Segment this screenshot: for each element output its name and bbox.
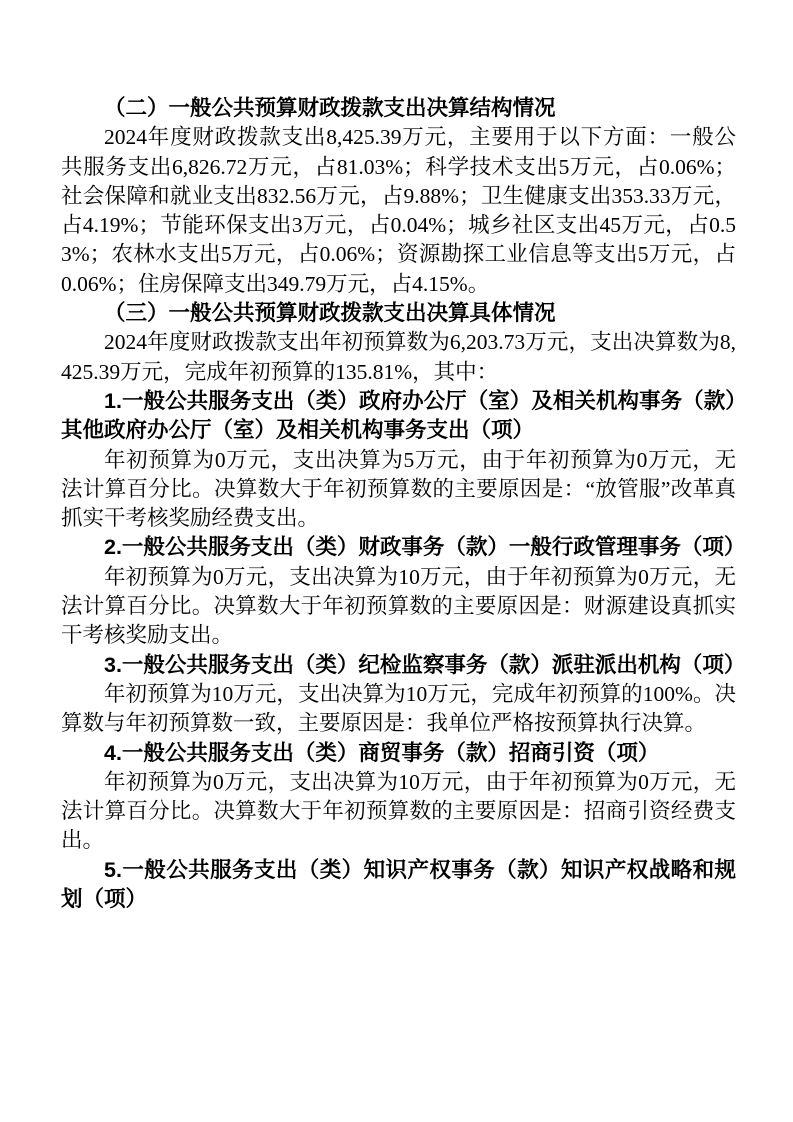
section-heading-3: （三）一般公共预算财政拨款支出决算具体情况 — [104, 301, 556, 326]
item-paragraph-2: 年初预算为0万元，支出决算为10万元，由于年初预算为0万元，无法计算百分比。决算数大于年初预算数的主要原因是：财源建设真抓实干考核奖励支出。 — [61, 564, 736, 648]
budget-summary-paragraph: 2024年度财政拨款支出年初预算数为6,203.73万元，支出决算数为8,425.39万元，完成年初预算的135.81%，其中： — [61, 330, 736, 384]
item-heading-1: 1.一般公共服务支出（类）政府办公厅（室）及相关机构事务（款）其他政府办公厅（室）及相关机构事务支出（项） — [61, 388, 736, 443]
expenditure-structure-paragraph: 2024年度财政拨款支出8,425.39万元，主要用于以下方面：一般公共服务支出6,826.72万元，占81.03%；科学技术支出5万元，占0.06%；社会保障和就业支出832.56万元，占9.88%；卫生健康支出353.33万元，占4.19%；节能环保支出3万元，占0.04%；城乡社区支出45万元，占0.53%；农林水支出5万元，占0.06%；资源勘探工业信息等支出5万元，占0.06%；住房保障支出349.79万元，占4.15%。 — [61, 125, 736, 296]
item-heading-4: 4.一般公共服务支出（类）商贸事务（款）招商引资（项） — [104, 740, 660, 765]
item-paragraph-4: 年初预算为0万元，支出决算为10万元，由于年初预算为0万元，无法计算百分比。决算数大于年初预算数的主要原因是：招商引资经费支出。 — [61, 769, 736, 853]
item-heading-5: 5.一般公共服务支出（类）知识产权事务（款）知识产权战略和规划（项） — [61, 857, 736, 912]
item-heading-2: 2.一般公共服务支出（类）财政事务（款）一般行政管理事务（项） — [104, 535, 746, 560]
item-paragraph-3: 年初预算为10万元，支出决算为10万元，完成年初预算的100%。决算数与年初预算数一致，主要原因是：我单位严格按预算执行决算。 — [61, 681, 736, 736]
section-heading-2: （二）一般公共预算财政拨款支出决算结构情况 — [104, 96, 556, 120]
item-paragraph-1: 年初预算为0万元，支出决算为5万元，由于年初预算为0万元，无法计算百分比。决算数大于年初预算数的主要原因是：“放管服”改革真抓实干考核奖励经费支出。 — [61, 447, 736, 531]
item-heading-3: 3.一般公共服务支出（类）纪检监察事务（款）派驻派出机构（项） — [104, 652, 746, 677]
document-body — [61, 94, 746, 914]
